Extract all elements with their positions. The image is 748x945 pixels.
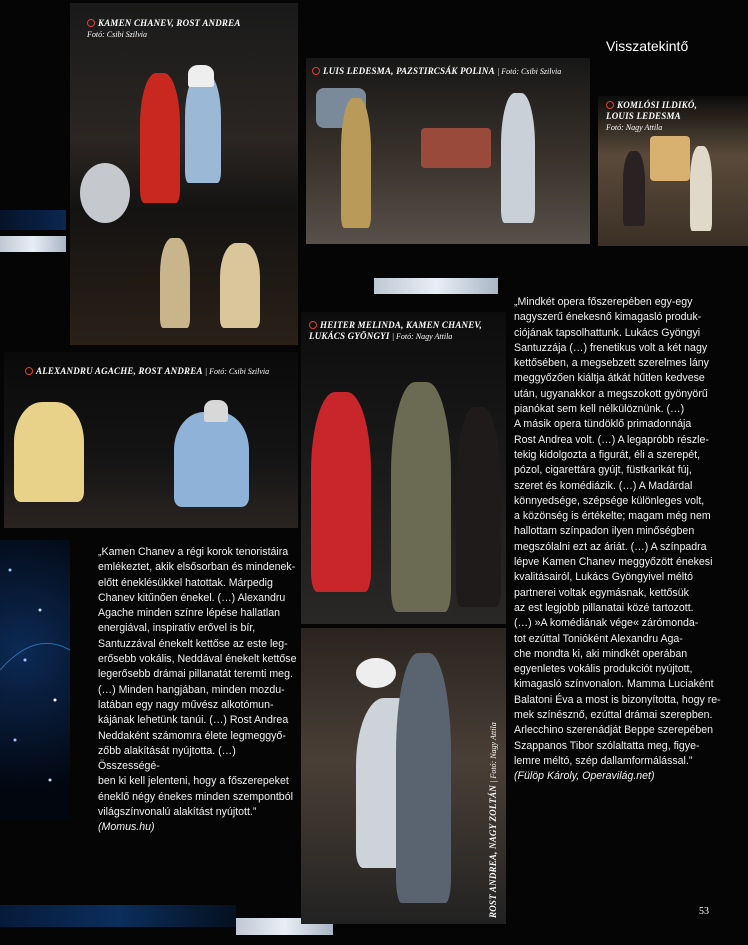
text-line: világszínvonalú alakítást nyújtott.” [98, 806, 257, 819]
review-source: (Fülöp Károly, Operavilág.net) [514, 770, 655, 783]
decor-strip [0, 236, 66, 252]
review-lines [98, 545, 298, 820]
text-line: „Mindkét opera főszerepében egy-egy [514, 296, 693, 308]
text-line: egyenletes vokális produkciót nyújtott, [514, 663, 693, 676]
text-line: után, ugyanakkor a megszokott gyönyörű [514, 387, 708, 400]
text-line: előtt éneklésükkel hatottak. Márpedig [98, 576, 273, 589]
text-line: Szappanos Tibor szólaltatta meg, figye- [514, 739, 700, 752]
text-line: (…) »A komédiának vége« zárómonda- [514, 617, 699, 630]
review-text-momus [98, 545, 298, 836]
page-number: 53 [699, 906, 709, 917]
text-line: meggyőzően kiáltja átkát hűtlen kedvese [514, 372, 705, 385]
text-line: zőbb alakítását nyújtotta. (…) Összességé- [98, 744, 236, 773]
caption-photo-5: HEITER MELINDA, KAMEN CHANEV, LUKÁCS GYÖNGYI | Fotó: Nagy Attila [309, 320, 482, 341]
photo-rost-nagy [301, 628, 506, 924]
text-line: ben ki kell jelenteni, hogy a főszerepeket [98, 775, 289, 788]
text-line: (…) Minden hangjában, minden mozdu- [98, 683, 285, 696]
caption-photo-1: KAMEN CHANEV, ROST ANDREA Fotó: Csibi Szilvia [87, 18, 241, 39]
review-source: (Momus.hu) [98, 821, 155, 834]
text-line: Arlecchino szerenádját Beppe szerepében [514, 724, 714, 737]
caption-photo-3: KOMLÓSI ILDIKÓ, LOUIS LEDESMA Fotó: Nagy Attila [606, 100, 698, 132]
text-line: lépve Kamen Chanev meggyőzött énekesi [514, 556, 713, 569]
text-line: A másik opera tündöklő primadonnája [514, 418, 692, 431]
text-line: energiával, inspiratív erővel is bír, [98, 622, 256, 635]
text-line: lemre méltó, szép dallamformálással.” [514, 754, 693, 767]
text-line: kettősében, a megsebzett szerelmes lány [514, 357, 709, 370]
text-line: tot ezúttal Tonióként Alexandru Aga- [514, 632, 683, 645]
photo-ledesma-pazstircsak [306, 58, 590, 244]
text-line: Chanev kitűnően énekel. (…) Alexandru [98, 591, 286, 604]
text-line: pózol, cigarettára gyújt, füstkarikát fúj, [514, 464, 692, 477]
text-line: kimagasló színvonalon. Mamma Luciaként [514, 678, 714, 691]
text-line: emlékeztet, akik elsősorban és mindenek- [98, 561, 296, 574]
text-line: mek színésznő, ezúttal drámai szerepben. [514, 709, 713, 722]
caption-ring-icon [25, 367, 33, 375]
text-line: szeret és komédiázik. (…) A Madárdal [514, 479, 693, 492]
section-title: Visszatekintő [606, 38, 689, 54]
text-line: che mondta ki, aki mindkét operában [514, 647, 688, 660]
photo-heiter-chanev-lukacs [301, 312, 506, 624]
text-line: latában egy nagy művész alkotómun- [98, 698, 274, 711]
text-line: a közönség is értékelte; magam még nem [514, 510, 711, 523]
text-line: erősebb vokális, Neddával énekelt kettőse [98, 653, 297, 666]
text-line: éneklő négy énekes minden szempontból [98, 790, 293, 803]
text-line: kvalitásairól, Lukács Gyöngyivel méltó [514, 571, 693, 584]
text-line: könnyedsége, szépsége különleges volt, [514, 494, 705, 507]
text-line: az est legjobb pillanatai közé tartozott. [514, 601, 694, 614]
text-line: partnerei voltak egymásnak, kettősük [514, 586, 689, 599]
caption-photo-2: LUIS LEDESMA, PAZSTIRCSÁK POLINA | Fotó: Csibi Szilvia [312, 66, 588, 77]
text-line: kájának lehetünk tanúi. (…) Rost Andrea [98, 714, 289, 727]
text-line: nagyszerű énekesnő kimagasló produk- [514, 311, 702, 324]
photo-chanev-rost [70, 3, 298, 345]
text-line: Agache minden színre lépése hallatlan [98, 607, 280, 620]
text-line: hallottam színpadon ilyen minőségben [514, 525, 695, 538]
text-line: Santuzzával énekelt kettőse az este leg- [98, 637, 288, 650]
caption-photo-4: ALEXANDRU AGACHE, ROST ANDREA | Fotó: Csibi Szilvia [25, 366, 295, 377]
text-line: Santuzzája (…) frenetikus volt a két nagy [514, 341, 708, 354]
text-line: Neddaként számomra élete legmeggyő- [98, 729, 286, 742]
review-text-operavilag [514, 295, 744, 785]
review-lines [514, 295, 744, 769]
text-line: pianókat sem kell nélkülöznünk. (…) [514, 403, 685, 416]
caption-ring-icon [309, 321, 317, 329]
text-line: „Kamen Chanev a régi korok tenoristáira [98, 546, 289, 558]
text-line: megszólalni ezt az áriát. (…) A színpadra [514, 540, 707, 553]
caption-ring-icon [606, 101, 614, 109]
caption-ring-icon [312, 67, 320, 75]
photo-agache-rost [4, 352, 298, 528]
text-line: ciójának tapsolhattunk. Lukács Gyöngyi [514, 326, 701, 339]
text-line: Rost Andrea volt. (…) A legapróbb részle- [514, 433, 709, 446]
decor-blue-band [0, 905, 236, 927]
text-line: tekig kidolgozta a figurát, éli a szerepét, [514, 448, 701, 461]
decor-blue-band [0, 210, 66, 230]
decor-starry-panel [0, 540, 70, 820]
caption-ring-icon [87, 19, 95, 27]
text-line: Balatoni Éva a most is bizonyította, hogy re- [514, 693, 721, 706]
decor-strip [374, 278, 498, 294]
text-line: legerősebb drámai pillanatát teremti meg. [98, 668, 293, 681]
caption-photo-6: ROST ANDREA, NAGY ZOLTÁN | Fotó: Nagy Attila [488, 722, 498, 918]
